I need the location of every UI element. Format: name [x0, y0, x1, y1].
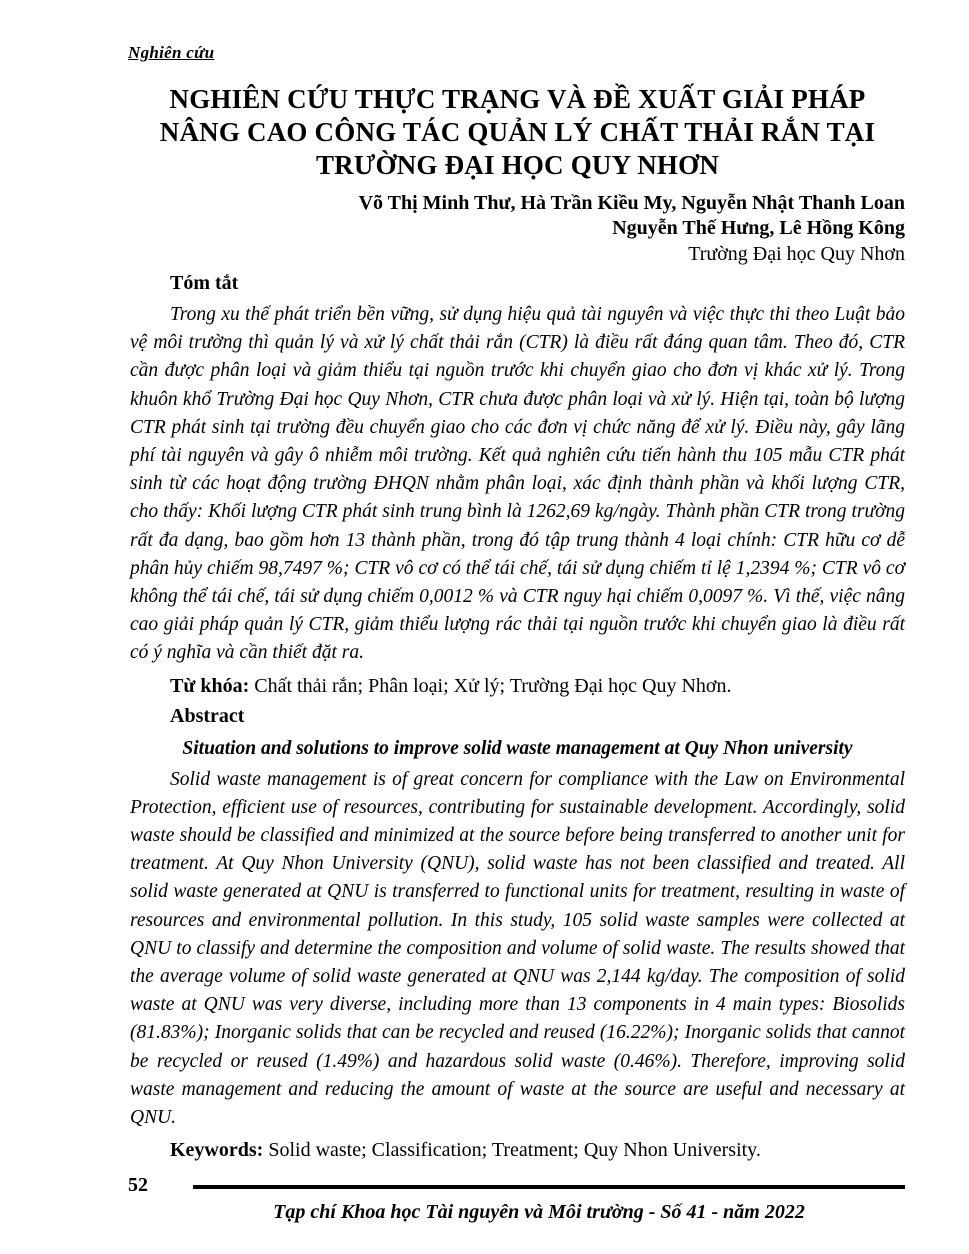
abstract-vi-body: Trong xu thế phát triển bền vững, sử dụng hiệu quả tài nguyên và việc thực thi theo Luật bảo vệ môi trường thì quản lý và xử lý chất thải rắn (CTR) là điều rất đáng quan tâm. Theo đó, CTR cần được phân loại và giảm thiểu tại nguồn trước khi chuyển giao cho đơn vị khác xử lý. Trong khuôn khổ Trường Đại học Quy Nhơn, CTR chưa được phân loại và xử lý. Hiện tại, toàn bộ lượng CTR phát sinh tại trường đều chuyển giao cho các đơn vị chức năng để xử lý. Điều này, gây lãng phí tài nguyên và gây ô nhiễm môi trường. Kết quả nghiên cứu tiến hành thu 105 mẫu CTR phát sinh từ các hoạt động trường ĐHQN nhằm phân loại, xác định thành phần và khối lượng CTR, cho thấy: Khối lượng CTR phát sinh trung bình là 1262,69 kg/ngày. Thành phần CTR trong trường rất đa dạng, bao gồm hơn 13 thành phần, trong đó tập trung thành 4 loại chính: CTR hữu cơ dễ phân hủy chiếm 98,7497 %; CTR vô cơ có thể tái chế, tái sử dụng chiếm tỉ lệ 1,2394 %; CTR vô cơ không thể tái chế, tái sử dụng chiếm 0,0012 % và CTR nguy hại chiếm 0,0097 %. Vì thế, việc nâng cao giải pháp quản lý CTR, giảm thiểu lượng rác thải tại nguồn trước khi chuyển giao là điều rất có ý nghĩa và cần thiết đặt ra. [130, 304, 905, 664]
keywords-en-line [130, 1137, 905, 1164]
keywords-en-text: Solid waste; Classification; Treatment; Quy Nhon University. [268, 1139, 761, 1162]
article-title [130, 83, 905, 182]
author-list [130, 191, 905, 241]
abstract-en-title: Situation and solutions to improve solid waste management at Quy Nhon university [182, 737, 853, 759]
keywords-en-label: Keywords: [170, 1139, 264, 1162]
page-footer [128, 1174, 905, 1225]
keywords-vi-text: Chất thải rắn; Phân loại; Xử lý; Trường Đại học Quy Nhơn. [254, 674, 732, 697]
footer-rule [193, 1185, 905, 1189]
article-title-line-3: TRƯỜNG ĐẠI HỌC QUY NHƠN [315, 150, 720, 180]
affiliation: Trường Đại học Quy Nhơn [688, 243, 905, 265]
article-title-line-2: NÂNG CAO CÔNG TÁC QUẢN LÝ CHẤT THẢI RẮN TẠI [159, 117, 876, 147]
page-content [130, 0, 905, 1164]
running-head: Nghiên cứu [128, 43, 215, 62]
page-number: 52 [128, 1174, 148, 1196]
keywords-vi-line [130, 673, 905, 700]
abstract-vi-heading: Tóm tắt [170, 272, 239, 294]
author-line-1: Võ Thị Minh Thư, Hà Trần Kiều My, Nguyễn Nhật Thanh Loan [358, 192, 905, 214]
journal-line: Tạp chí Khoa học Tài nguyên và Môi trường - Số 41 - năm 2022 [273, 1201, 805, 1223]
author-line-2: Nguyễn Thế Hưng, Lê Hồng Kông [612, 217, 905, 239]
keywords-vi-label: Từ khóa: [170, 674, 250, 697]
abstract-en-heading: Abstract [170, 704, 245, 727]
abstract-en-body: Solid waste management is of great concern for compliance with the Law on Environmental Protection, efficient use of resources, contributing for sustainable development. Accordingly, solid waste should be classified and minimized at the source before being transferred to another unit for treatment. At Quy Nhon University (QNU), solid waste has not been classified and treated. All solid waste generated at QNU is transferred to functional units for treatment, resulting in waste of resources and environmental pollution. In this study, 105 solid waste samples were collected at QNU to classify and determine the composition and volume of solid waste. The results showed that the average volume of solid waste generated at QNU was 2,144 kg/day. The composition of solid waste at QNU was very diverse, including more than 13 components in 4 main types: Biosolids (81.83%); Inorganic solids that can be recycled and reused (16.22%); Inorganic solids that cannot be recycled or reused (1.49%) and hazardous solid waste (0.46%). Therefore, improving solid waste management and reducing the amount of waste at the source are useful and necessary at QNU. [130, 768, 905, 1129]
article-title-line-1: NGHIÊN CỨU THỰC TRẠNG VÀ ĐỀ XUẤT GIẢI PHÁP [169, 84, 866, 114]
footer-rule-row [128, 1174, 905, 1197]
